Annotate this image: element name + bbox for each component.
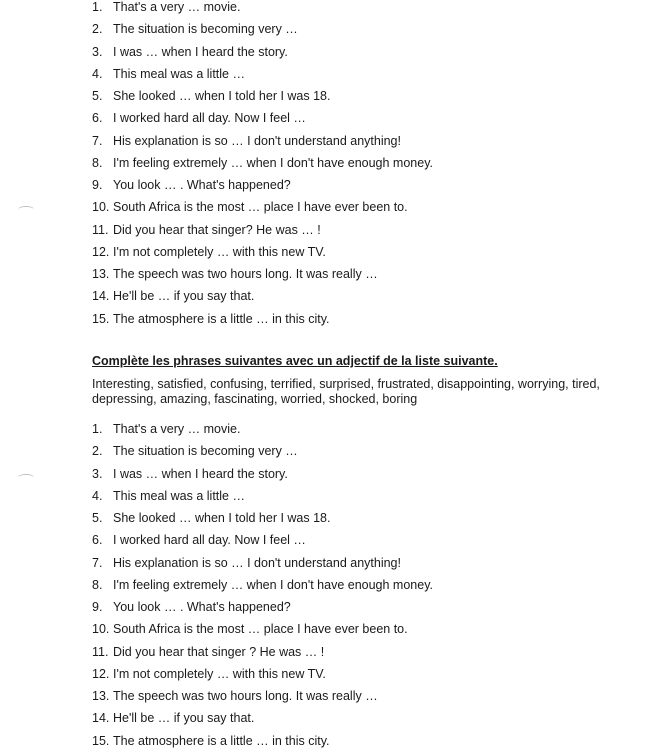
item-number: 14. — [92, 289, 110, 304]
item-sentence: I'm not completely … with this new TV. — [113, 666, 326, 681]
exercise-list-top — [92, 0, 433, 333]
item-number: 2. — [92, 22, 103, 37]
adjective-word-list: Interesting, satisfied, confusing, terrified, surprised, frustrated, disappointing, worrying, tired, depressing, amazing, fascinating, worried, shocked, boring — [92, 377, 600, 406]
item-sentence: Did you hear that singer? He was … ! — [113, 222, 321, 237]
scan-mark — [18, 474, 34, 481]
item-number: 15. — [92, 311, 110, 326]
item-number: 8. — [92, 577, 103, 592]
item-sentence: His explanation is so … I don't understand anything! — [113, 133, 401, 148]
item-number: 1. — [92, 422, 103, 436]
exercise-item — [92, 311, 433, 333]
exercise-item — [92, 710, 433, 732]
exercise-item — [92, 733, 433, 755]
item-number: 7. — [92, 555, 103, 570]
item-sentence: I'm feeling extremely … when I don't have enough money. — [113, 155, 433, 170]
exercise-item — [92, 466, 433, 488]
item-sentence: His explanation is so … I don't understand anything! — [113, 555, 401, 570]
item-sentence: He'll be … if you say that. — [113, 711, 255, 726]
item-number: 8. — [92, 155, 103, 170]
item-sentence: This meal was a little … — [113, 488, 245, 503]
item-sentence: The situation is becoming very … — [113, 22, 298, 37]
item-sentence: That's a very … movie. — [113, 422, 241, 436]
exercise-item — [92, 599, 433, 621]
item-sentence: I'm not completely … with this new TV. — [113, 244, 326, 259]
item-sentence: I was … when I heard the story. — [113, 44, 288, 59]
exercise-item — [92, 532, 433, 554]
item-number: 11. — [92, 222, 109, 237]
item-number: 14. — [92, 711, 110, 726]
item-sentence: South Africa is the most … place I have ever been to. — [113, 200, 408, 215]
exercise-list-bottom — [92, 421, 433, 755]
exercise-item — [92, 21, 433, 43]
item-number: 11. — [92, 644, 109, 659]
exercise-item — [92, 421, 433, 443]
exercise-item — [92, 88, 433, 110]
item-number: 12. — [92, 244, 110, 259]
exercise-item — [92, 688, 433, 710]
exercise-item — [92, 66, 433, 88]
item-sentence: She looked … when I told her I was 18. — [113, 511, 331, 525]
item-number: 9. — [92, 178, 103, 192]
item-sentence: You look … . What's happened? — [113, 600, 291, 614]
item-number: 10. — [92, 200, 110, 215]
item-number: 13. — [92, 689, 110, 703]
exercise-item — [92, 443, 433, 465]
item-number: 9. — [92, 600, 103, 614]
exercise-item — [92, 222, 433, 244]
scan-mark — [18, 206, 34, 213]
item-sentence: You look … . What's happened? — [113, 178, 291, 192]
exercise-item — [92, 510, 433, 532]
exercise-item — [92, 288, 433, 310]
exercise-item — [92, 133, 433, 155]
item-sentence: I was … when I heard the story. — [113, 466, 288, 481]
item-number: 1. — [92, 0, 103, 14]
exercise-item — [92, 155, 433, 177]
item-number: 6. — [92, 111, 103, 126]
item-number: 2. — [92, 444, 103, 459]
item-sentence: The speech was two hours long. It was really … — [113, 689, 378, 703]
exercise-item — [92, 644, 433, 666]
exercise-item — [92, 0, 433, 21]
item-sentence: She looked … when I told her I was 18. — [113, 89, 331, 103]
item-number: 5. — [92, 89, 103, 103]
exercise-item — [92, 177, 433, 199]
item-sentence: I worked hard all day. Now I feel … — [113, 533, 306, 548]
item-number: 13. — [92, 267, 110, 281]
item-sentence: The situation is becoming very … — [113, 444, 298, 459]
item-sentence: I'm feeling extremely … when I don't have enough money. — [113, 577, 433, 592]
item-number: 3. — [92, 466, 103, 481]
item-number: 6. — [92, 533, 103, 548]
exercise-item — [92, 266, 433, 288]
item-sentence: The speech was two hours long. It was really … — [113, 267, 378, 281]
item-number: 7. — [92, 133, 103, 148]
exercise-item — [92, 577, 433, 599]
item-number: 15. — [92, 733, 110, 748]
item-sentence: I worked hard all day. Now I feel … — [113, 111, 306, 126]
item-number: 4. — [92, 488, 103, 503]
item-sentence: South Africa is the most … place I have ever been to. — [113, 622, 408, 637]
exercise-item — [92, 666, 433, 688]
item-sentence: That's a very … movie. — [113, 0, 241, 14]
item-number: 4. — [92, 66, 103, 81]
item-sentence: He'll be … if you say that. — [113, 289, 255, 304]
exercise-item — [92, 44, 433, 66]
exercise-item — [92, 555, 433, 577]
item-number: 10. — [92, 622, 110, 637]
item-number: 12. — [92, 666, 110, 681]
item-sentence: This meal was a little … — [113, 66, 245, 81]
exercise-item — [92, 244, 433, 266]
exercise-item — [92, 621, 433, 643]
item-sentence: Did you hear that singer ? He was … ! — [113, 644, 325, 659]
exercise-item — [92, 199, 433, 221]
item-sentence: The atmosphere is a little … in this city. — [113, 733, 330, 748]
exercise-item — [92, 488, 433, 510]
item-number: 3. — [92, 44, 103, 59]
item-number: 5. — [92, 511, 103, 525]
section-heading: Complète les phrases suivantes avec un adjectif de la liste suivante. — [92, 354, 498, 368]
exercise-item — [92, 110, 433, 132]
item-sentence: The atmosphere is a little … in this city. — [113, 311, 330, 326]
